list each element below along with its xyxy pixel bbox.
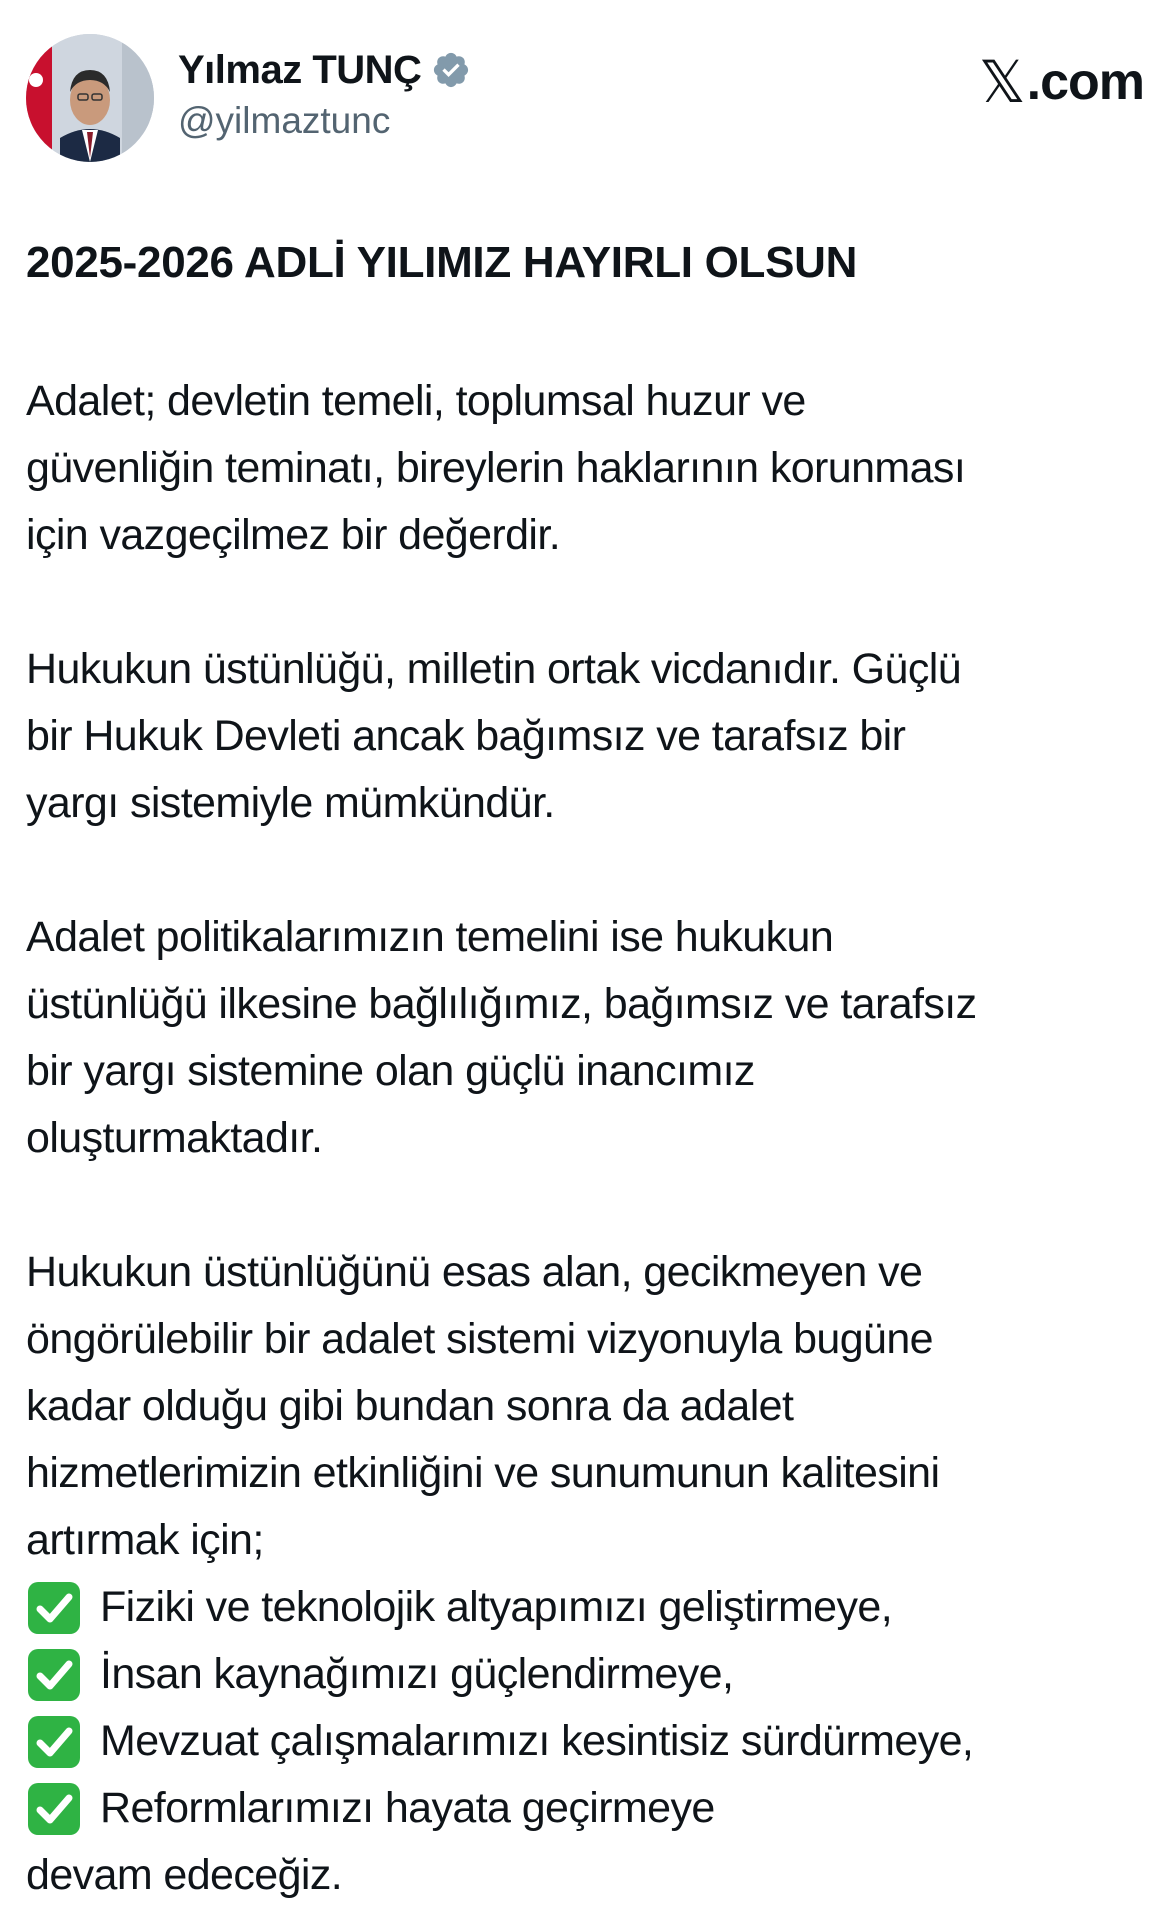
checklist [26, 1574, 1156, 1842]
tweet-header [26, 34, 1148, 164]
check-mark-icon [26, 1647, 82, 1703]
check-mark-icon [26, 1781, 82, 1837]
text-line: kadar olduğu gibi bundan sonra da adalet [26, 1382, 794, 1430]
checklist-item [26, 1574, 1156, 1641]
text-line: bir Hukuk Devleti ancak bağımsız ve tarafsız bir [26, 712, 906, 760]
paragraph [26, 636, 1156, 837]
checklist-text: Reformlarımızı hayata geçirmeye [100, 1784, 715, 1832]
text-line: Adalet politikalarımızın temelini ise hukukun [26, 913, 834, 961]
verified-badge-icon[interactable] [431, 50, 471, 90]
user-handle[interactable]: @yilmaztunc [178, 100, 391, 141]
text-line: Hukukun üstünlüğünü esas alan, gecikmeyen ve [26, 1248, 923, 1296]
display-name-row [178, 44, 471, 96]
post-body [26, 368, 1156, 1909]
text-line: üstünlüğü ilkesine bağlılığımız, bağımsız ve tarafsız [26, 980, 977, 1028]
closing-line: devam edeceğiz. [26, 1851, 343, 1899]
text-line: artırmak için; [26, 1516, 264, 1564]
brand-domain: .com [1026, 53, 1144, 111]
text-line: güvenliğin teminatı, bireylerin haklarının korunması [26, 444, 966, 492]
avatar[interactable] [26, 34, 154, 162]
checklist-item [26, 1641, 1156, 1708]
checklist-text: İnsan kaynağımızı güçlendirmeye, [100, 1650, 734, 1698]
post-headline: 2025-2026 ADLİ YILIMIZ HAYIRLI OLSUN [26, 238, 858, 287]
text-line: Adalet; devletin temeli, toplumsal huzur ve [26, 377, 806, 425]
paragraph [26, 368, 1156, 569]
text-line: oluşturmaktadır. [26, 1114, 323, 1162]
text-line: hizmetlerimizin etkinliğini ve sunumunun kalitesini [26, 1449, 940, 1497]
check-mark-icon [26, 1580, 82, 1636]
paragraph [26, 904, 1156, 1172]
text-line: bir yargı sistemine olan güçlü inancımız [26, 1047, 755, 1095]
x-com-logo [979, 48, 1144, 116]
paragraph [26, 1239, 1156, 1574]
checklist-text: Fiziki ve teknolojik altyapımızı geliştirmeye, [100, 1583, 893, 1631]
profile-photo-icon [26, 34, 154, 162]
checklist-item [26, 1775, 1156, 1842]
author-info [178, 44, 471, 142]
text-line: öngörülebilir bir adalet sistemi vizyonuyla bugüne [26, 1315, 933, 1363]
x-logo-icon: 𝕏 [978, 48, 1025, 116]
check-mark-icon [26, 1714, 82, 1770]
text-line: için vazgeçilmez bir değerdir. [26, 511, 561, 559]
text-line: yargı sistemiyle mümkündür. [26, 779, 555, 827]
text-line: Hukukun üstünlüğü, milletin ortak vicdanıdır. Güçlü [26, 645, 962, 693]
checklist-item [26, 1708, 1156, 1775]
display-name[interactable]: Yılmaz TUNÇ [178, 47, 422, 92]
checklist-text: Mevzuat çalışmalarımızı kesintisiz sürdürmeye, [100, 1717, 974, 1765]
